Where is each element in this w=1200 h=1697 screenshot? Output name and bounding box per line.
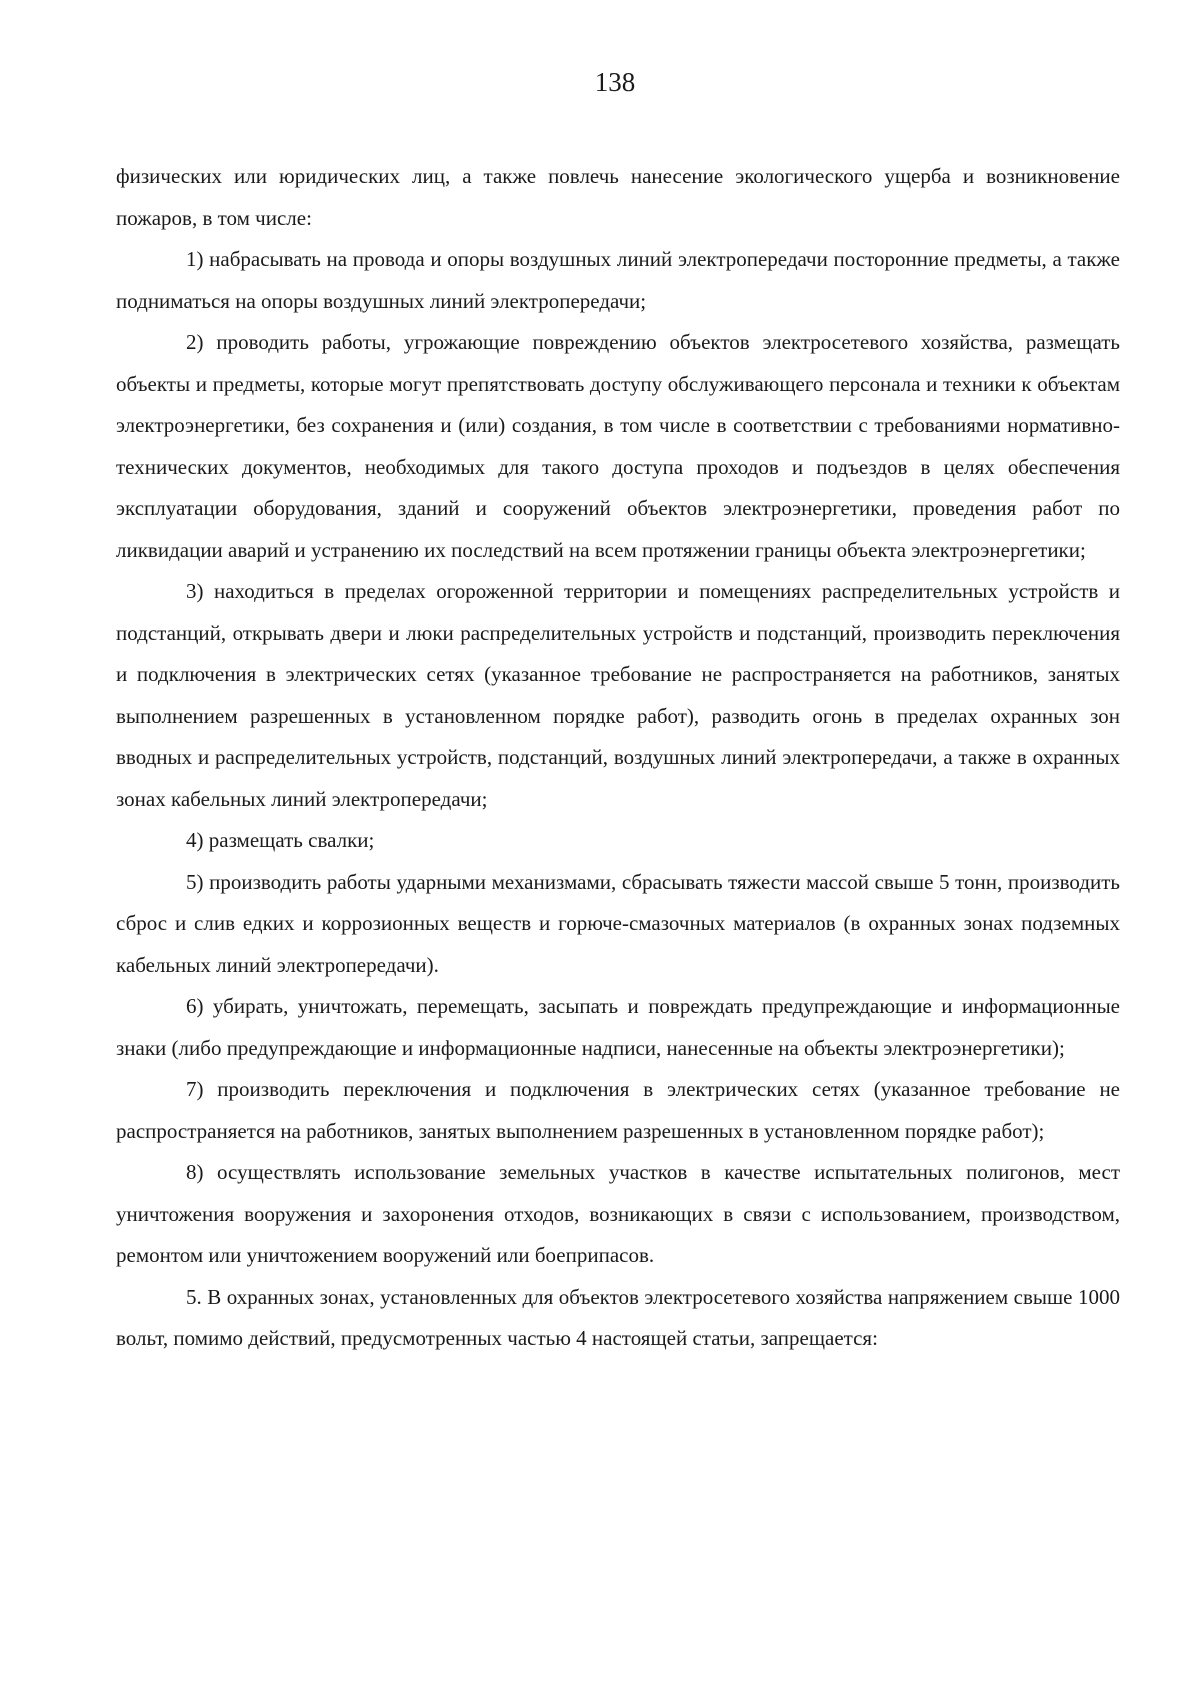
section-5-paragraph: 5. В охранных зонах, установленных для объектов электросетевого хозяйства напряжением свыше 1000 вольт, помимо действий, предусмотренных частью 4 настоящей статьи, запрещается:	[116, 1284, 1120, 1350]
list-item-6: 6) убирать, уничтожать, перемещать, засыпать и повреждать предупреждающие и информационные знаки (либо предупреждающие и информационные надписи, нанесенные на объекты электроэнергетики);	[116, 994, 1120, 1060]
list-item-8: 8) осуществлять использование земельных участков в качестве испытательных полигонов, мест уничтожения вооружения и захоронения отходов, возникающих в связи с использованием, производством, ремонтом или уничтожением вооружений или боеприпасов.	[116, 1160, 1120, 1267]
list-item-1: 1) набрасывать на провода и опоры воздушных линий электропередачи посторонние предметы, а также подниматься на опоры воздушных линий электропередачи;	[116, 247, 1120, 313]
page-number: 138	[594, 67, 636, 97]
list-item-2: 2) проводить работы, угрожающие повреждению объектов электросетевого хозяйства, размещать объекты и предметы, которые могут препятствовать доступу обслуживающего персонала и техники к объектам электроэнергетики, без сохранения и (или) создания, в том числе в соответствии с требованиями нормативно-технических документов, необходимых для такого доступа проходов и подъездов в целях обеспечения эксплуатации оборудования, зданий и сооружений объектов электроэнергетики, проведения работ по ликвидации аварий и устранению их последствий на всем протяжении границы объекта электроэнергетики;	[116, 330, 1120, 562]
list-item-7: 7) производить переключения и подключения в электрических сетях (указанное требование не распространяется на работников, занятых выполнением разрешенных в установленном порядке работ);	[116, 1077, 1120, 1143]
paragraph-continuation: физических или юридических лиц, а также повлечь нанесение экологического ущерба и возникновение пожаров, в том числе:	[116, 164, 1120, 230]
list-item-5: 5) производить работы ударными механизмами, сбрасывать тяжести массой свыше 5 тонн, производить сброс и слив едких и коррозионных веществ и горюче-смазочных материалов (в охранных зонах подземных кабельных линий электропередачи).	[116, 869, 1120, 977]
document-body	[116, 156, 1120, 1360]
list-item-4: 4) размещать свалки;	[186, 828, 375, 852]
list-item-3: 3) находиться в пределах огороженной территории и помещениях распределительных устройств и подстанций, открывать двери и люки распределительных устройств и подстанций, производить переключения и подключения в электрических сетях (указанное требование не распространяется на работников, занятых выполнением разрешенных в установленном порядке работ), разводить огонь в пределах охранных зон вводных и распределительных устройств, подстанций, воздушных линий электропередачи, а также в охранных зонах кабельных линий электропередачи;	[116, 579, 1120, 811]
